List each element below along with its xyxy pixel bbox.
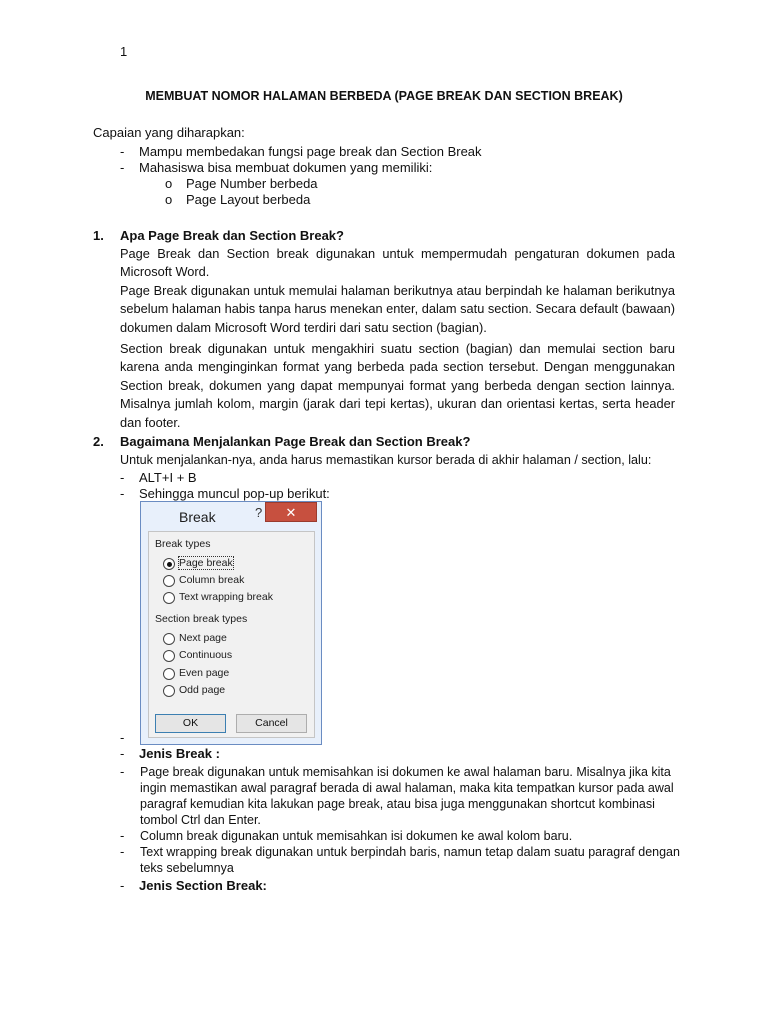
- option-label: Odd page: [179, 684, 226, 696]
- radio-icon[interactable]: [163, 592, 175, 604]
- radio-selected-icon[interactable]: [163, 558, 175, 570]
- dash-marker: -: [120, 486, 125, 501]
- objective-item: Mahasiswa bisa membuat dokumen yang memiliki:: [139, 160, 433, 175]
- dash-marker: -: [120, 470, 125, 485]
- help-icon[interactable]: ?: [255, 505, 263, 520]
- section2-intro: Untuk menjalankan-nya, anda harus memastikan kursor berada di akhir halaman / section, lalu:: [120, 453, 652, 467]
- option-label: Continuous: [179, 649, 233, 661]
- section1-paragraph: Page Break digunakan untuk memulai halaman berikutnya atau berpindah ke halaman berikutnya sebelum halaman habis tanpa harus menekan enter, dalam satu section. Secara default (bawaan) dokumen dalam Microsoft Word terdiri dari satu section (bagian).: [120, 283, 675, 335]
- dash-marker: -: [120, 160, 125, 175]
- dialog-title: Break: [179, 509, 216, 525]
- close-icon[interactable]: ✕: [265, 502, 317, 522]
- bullet-marker: o: [165, 176, 173, 191]
- option-label: Text wrapping break: [179, 591, 273, 603]
- step-item: ALT+I + B: [139, 470, 197, 485]
- radio-icon[interactable]: [163, 668, 175, 680]
- radio-icon[interactable]: [163, 650, 175, 662]
- option-label: Next page: [179, 632, 227, 644]
- dash-marker: -: [120, 878, 125, 893]
- option-label: Page break: [179, 557, 233, 569]
- break-description: Text wrapping break digunakan untuk berpindah baris, namun tetap dalam suatu paragraf dengan teks sebelumnya: [140, 845, 680, 875]
- option-label: Column break: [179, 574, 245, 586]
- dialog-body: [148, 531, 315, 738]
- section-number: 1.: [93, 228, 104, 243]
- objective-subitem: Page Number berbeda: [186, 176, 318, 191]
- section1-heading: Apa Page Break dan Section Break?: [120, 228, 344, 243]
- bullet-marker: o: [165, 192, 173, 207]
- radio-icon[interactable]: [163, 685, 175, 697]
- section1-paragraph: Section break digunakan untuk mengakhiri suatu section (bagian) dan memulai section baru karena anda menginginkan format yang berbeda pada section tersebut. Dengan menggunakan Section break, dokumen yang dapat mempunyai format yang berbeda dengan section lainnya. Misalnya jumlah kolom, margin (jarak dari tepi kertas), ukuran dan orientasi kertas, serta header dan footer.: [120, 341, 675, 430]
- step-item: Sehingga muncul pop-up berikut:: [139, 486, 330, 501]
- section-number: 2.: [93, 434, 104, 449]
- objective-subitem: Page Layout berbeda: [186, 192, 311, 207]
- option-label: Even page: [179, 667, 230, 679]
- break-description: Column break digunakan untuk memisahkan isi dokumen ke awal kolom baru.: [140, 829, 573, 843]
- break-dialog: [140, 501, 322, 745]
- section-break-types-label: Section break types: [155, 613, 248, 625]
- break-description: Page break digunakan untuk memisahkan isi dokumen ke awal halaman baru. Misalnya jika kita ingin memastikan awal paragraf berada di awal halaman, maka kita tempatkan kursor pada awal paragraf kemudian kita lakukan page break, atau bisa juga menggunakan shortcut kombinasi tombol Ctrl dan Enter.: [140, 765, 674, 827]
- objectives-heading: Capaian yang diharapkan:: [93, 125, 245, 140]
- jenis-section-break-heading: Jenis Section Break:: [139, 878, 267, 893]
- section2-heading: Bagaimana Menjalankan Page Break dan Section Break?: [120, 434, 471, 449]
- dash-marker: -: [120, 844, 125, 859]
- dash-marker: -: [120, 828, 125, 843]
- dash-marker: -: [120, 730, 125, 745]
- jenis-break-heading: Jenis Break :: [139, 746, 220, 761]
- dash-marker: -: [120, 764, 125, 779]
- section1-paragraph: Page Break dan Section break digunakan untuk mempermudah pengaturan dokumen pada Microsoft Word.: [120, 246, 675, 280]
- objective-item: Mampu membedakan fungsi page break dan Section Break: [139, 144, 482, 159]
- document-title: MEMBUAT NOMOR HALAMAN BERBEDA (PAGE BREAK DAN SECTION BREAK): [145, 89, 623, 103]
- cancel-button[interactable]: Cancel: [236, 714, 307, 733]
- page-number: 1: [120, 44, 128, 59]
- dash-marker: -: [120, 746, 125, 761]
- dash-marker: -: [120, 144, 125, 159]
- break-types-label: Break types: [155, 538, 211, 550]
- ok-button[interactable]: OK: [155, 714, 226, 733]
- radio-icon[interactable]: [163, 633, 175, 645]
- radio-icon[interactable]: [163, 575, 175, 587]
